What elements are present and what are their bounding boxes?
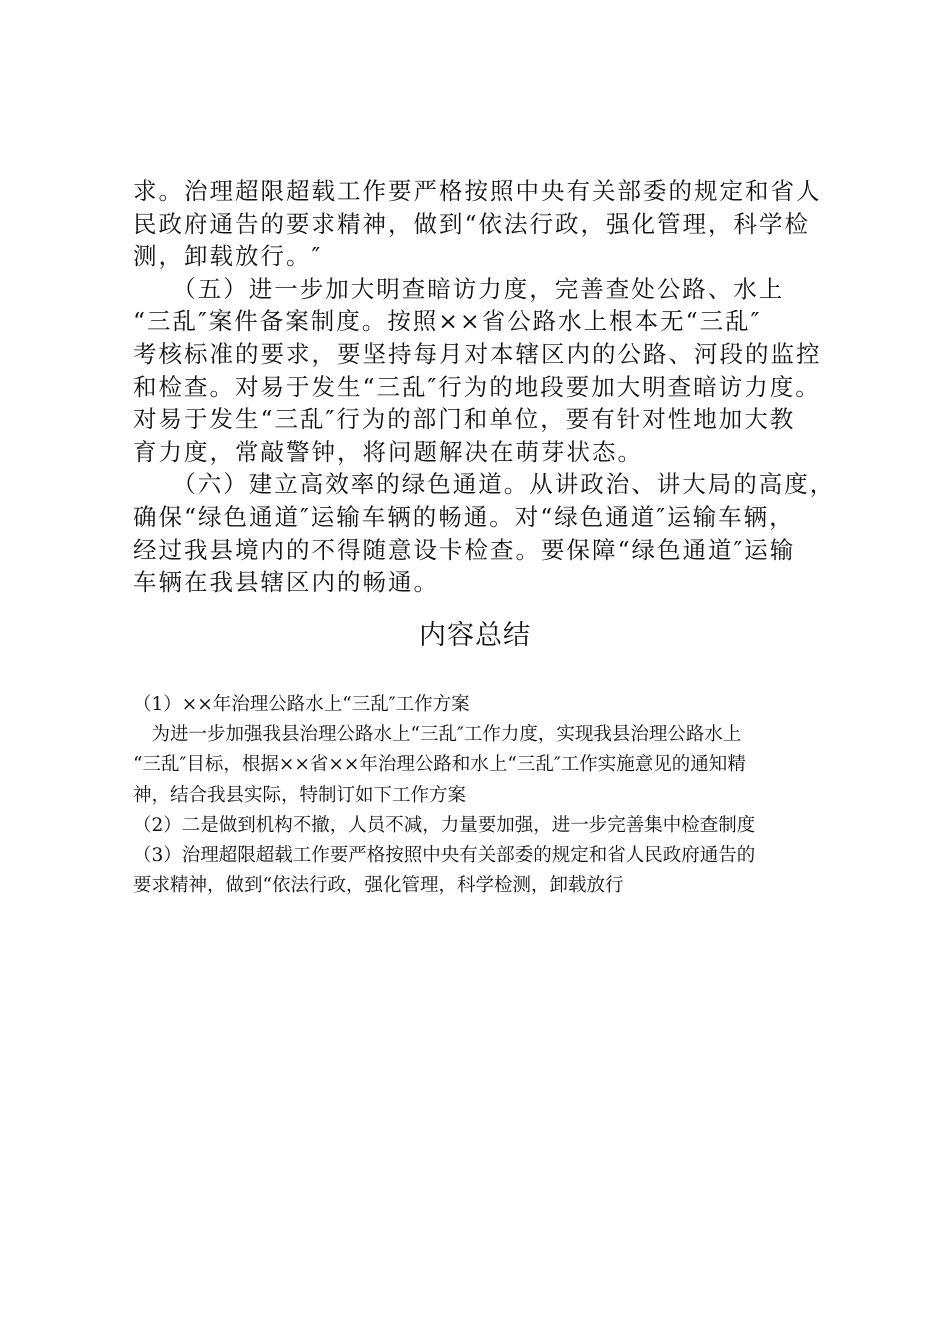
body-line: 对易于发生“三乱″行为的部门和单位，要有针对性地加大教 [133, 405, 796, 434]
summary-line: （1）××年治理公路水上“三乱″工作方案 [133, 694, 470, 715]
summary-section [133, 690, 853, 901]
body-line: “三乱″案件备案制度。按照××省公路水上根本无“三乱″ [133, 307, 762, 336]
body-line: 测，卸载放行。″ [133, 242, 323, 271]
body-line: 育力度，常敲警钟，将问题解决在萌芽状态。 [133, 437, 643, 466]
body-line: （五）进一步加大明查暗访力度，完善查处公路、水上 [133, 274, 785, 303]
body-line: 和检查。对易于发生“三乱″行为的地段要加大明查暗访力度。 [133, 372, 821, 401]
summary-heading: 内容总结 [419, 620, 531, 651]
body-line: 民政府通告的要求精神，做到“依法行政，强化管理，科学检 [133, 209, 811, 238]
summary-line: “三乱″目标，根据××省××年治理公路和水上“三乱″工作实施意见的通知精 [133, 754, 746, 776]
summary-line: 为进一步加强我县治理公路水上“三乱″工作力度，实现我县治理公路水上 [133, 724, 742, 746]
body-line: （六）建立高效率的绿色通道。从讲政治、讲大局的高度， [133, 470, 836, 499]
body-line: 考核标准的要求，要坚持每月对本辖区内的公路、河段的监控 [133, 339, 822, 368]
summary-line: 要求精神，做到“依法行政，强化管理，科学检测，卸载放行 [133, 875, 624, 897]
summary-line: （2）二是做到机构不撤，人员不减，力量要加强，进一步完善集中检查制度 [133, 814, 756, 836]
summary-line: 神，结合我县实际，特制订如下工作方案 [133, 784, 467, 806]
body-line: 经过我县境内的不得随意设卡检查。要保障“绿色通道″运输 [133, 535, 796, 564]
body-line: 确保“绿色通道″运输车辆的畅通。对“绿色通道″运输车辆， [133, 502, 795, 531]
body-text [133, 175, 838, 599]
body-line: 求。治理超限超载工作要严格按照中央有关部委的规定和省人 [133, 177, 822, 205]
body-line: 车辆在我县辖区内的畅通。 [133, 568, 439, 597]
summary-line: （3）治理超限超载工作要严格按照中央有关部委的规定和省人民政府通告的 [133, 845, 756, 867]
